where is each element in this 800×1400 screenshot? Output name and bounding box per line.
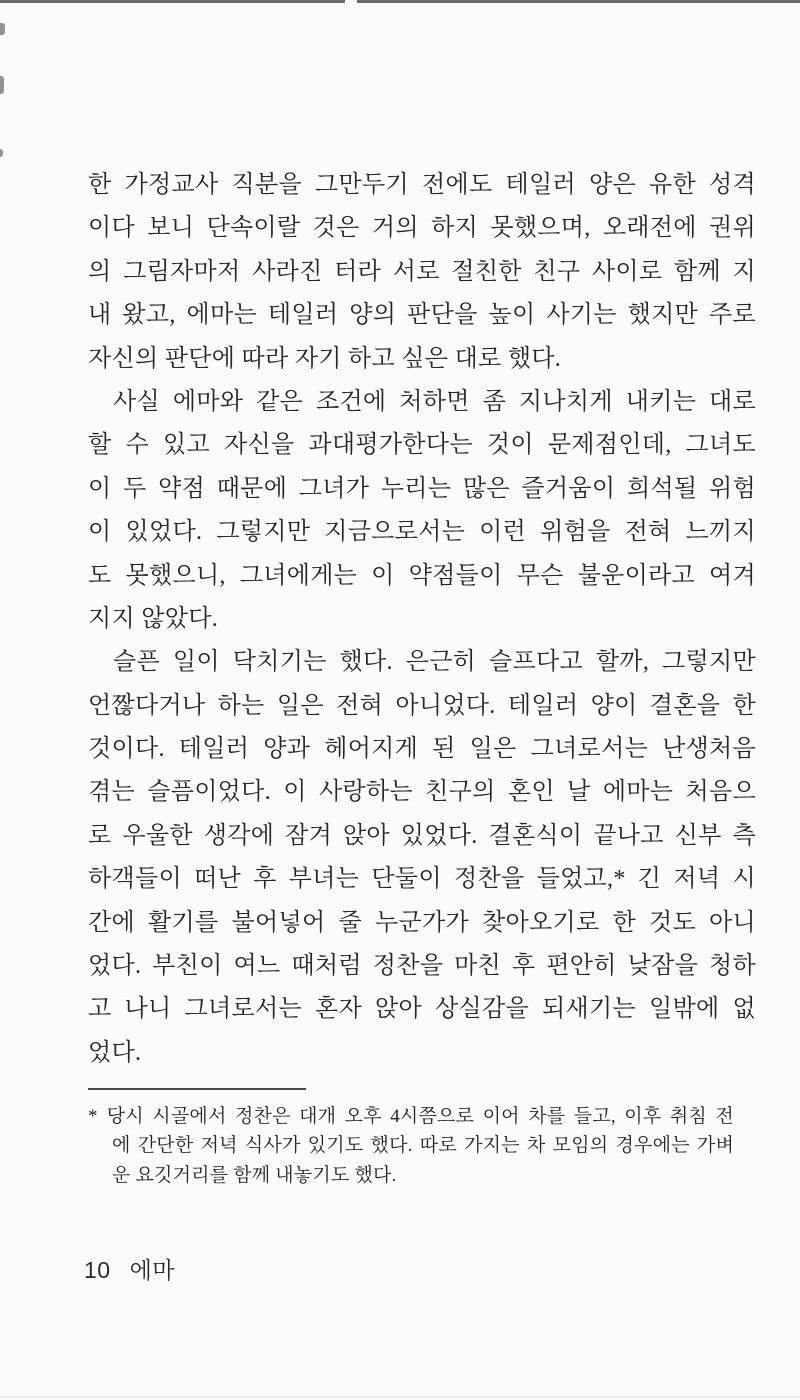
book-title: 에마 [129, 1257, 176, 1283]
page-footer [84, 1252, 175, 1285]
footnote-line [88, 1102, 734, 1131]
scan-artifact-top-right [357, 0, 800, 3]
footnote-line: 운 요깃거리를 함께 내놓기도 했다. [112, 1164, 397, 1186]
body-line: 었다. 부친이 여느 때처럼 정찬을 마친 후 편안히 낮잠을 청하 [88, 953, 756, 980]
page-number: 10 [84, 1257, 111, 1283]
body-line: 할 수 있고 자신을 과대평가한다는 것이 문제점인데, 그녀도 [88, 432, 756, 459]
page-body [88, 164, 756, 1075]
body-line: 의 그림자마저 사라진 터라 서로 절친한 친구 사이로 함께 지 [88, 258, 756, 285]
body-line: 하객들이 떠난 후 부녀는 단둘이 정찬을 들었고,* 긴 저녁 시 [88, 866, 756, 893]
scan-artifact-bottom [0, 1396, 800, 1398]
body-line: 었다. [88, 1039, 142, 1066]
body-line: 언짢다거나 하는 일은 전혀 아니었다. 테일러 양이 결혼을 한 [88, 692, 756, 719]
scan-artifact-speck [0, 23, 5, 35]
scan-artifact-top-left [0, 0, 345, 3]
body-line: 도 못했으니, 그녀에게는 이 약점들이 무슨 불운이라고 여겨 [88, 562, 756, 589]
footnote [88, 1102, 734, 1190]
scan-artifact-speck [0, 76, 4, 94]
footnote-line: 에 간단한 저녁 식사가 있기도 했다. 따로 가지는 차 모임의 경우에는 가벼 [112, 1135, 734, 1157]
paragraph [88, 164, 756, 381]
body-line: 이다 보니 단속이랄 것은 거의 하지 못했으며, 오래전에 권위 [88, 215, 756, 242]
body-line: 것이다. 테일러 양과 헤어지게 된 일은 그녀로서는 난생처음 [88, 736, 756, 763]
scan-artifact-speck [0, 149, 3, 157]
body-line: 이 있었다. 그렇지만 지금으로서는 이런 위험을 전혀 느끼지 [88, 519, 756, 546]
body-line: 사실 에마와 같은 조건에 처하면 좀 지나치게 내키는 대로 [113, 388, 756, 415]
body-line: 겪는 슬픔이었다. 이 사랑하는 친구의 혼인 날 에마는 처음으 [88, 779, 756, 806]
body-line: 한 가정교사 직분을 그만두기 전에도 테일러 양은 유한 성격 [88, 172, 756, 198]
footnote-marker: * [88, 1106, 98, 1127]
body-line: 이 두 약점 때문에 그녀가 누리는 많은 즐거움이 희석될 위험 [88, 475, 756, 502]
paragraph [88, 381, 756, 641]
body-line: 자신의 판단에 따라 자기 하고 싶은 대로 했다. [88, 345, 562, 372]
body-line: 고 나니 그녀로서는 혼자 앉아 상실감을 되새기는 일밖에 없 [88, 996, 756, 1023]
footnote-text: 당시 시골에서 정찬은 대개 오후 4시쯤으로 이어 차를 들고, 이후 취침 전 [106, 1106, 734, 1127]
body-line: 슬픈 일이 닥치기는 했다. 은근히 슬프다고 할까, 그렇지만 [113, 649, 756, 676]
footnote-divider [88, 1088, 306, 1090]
body-line: 내 왔고, 에마는 테일러 양의 판단을 높이 사기는 했지만 주로 [88, 302, 756, 329]
body-line: 지지 않았다. [88, 605, 219, 632]
body-line: 로 우울한 생각에 잠겨 앉아 있었다. 결혼식이 끝나고 신부 측 [88, 822, 756, 849]
body-line: 간에 활기를 불어넣어 줄 누군가가 찾아오기로 한 것도 아니 [88, 909, 756, 936]
paragraph [88, 641, 756, 1075]
